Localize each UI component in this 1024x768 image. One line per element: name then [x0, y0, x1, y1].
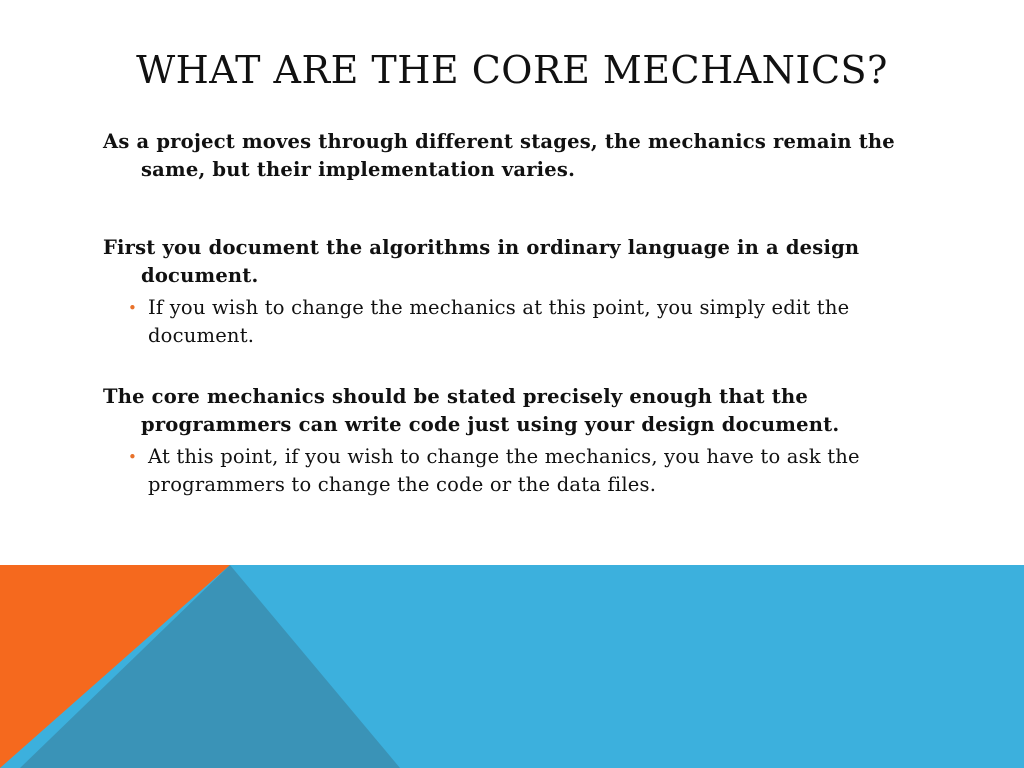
decorative-bottom-band — [0, 565, 1024, 768]
slide-title: WHAT ARE THE CORE MECHANICS? — [136, 48, 888, 92]
paragraph-2: First you document the algorithms in ordinary language in a design document. — [103, 236, 860, 287]
subbullet-text: At this point, if you wish to change the mechanics, you have to ask the programmers to change the code or the data files. — [148, 445, 860, 496]
paragraph-1: As a project moves through different stages, the mechanics remain the same, but their implementation varies. — [103, 130, 895, 181]
slide-body — [103, 128, 943, 499]
paragraph-2-subbullet — [128, 294, 943, 350]
paragraph-3: The core mechanics should be stated precisely enough that the programmers can write code just using your design document. — [103, 385, 840, 436]
bullet-icon: • — [128, 448, 138, 466]
bullet-icon: • — [128, 299, 138, 317]
subbullet-text: If you wish to change the mechanics at this point, you simply edit the document. — [148, 296, 850, 347]
paragraph-3-subbullet — [128, 443, 943, 499]
